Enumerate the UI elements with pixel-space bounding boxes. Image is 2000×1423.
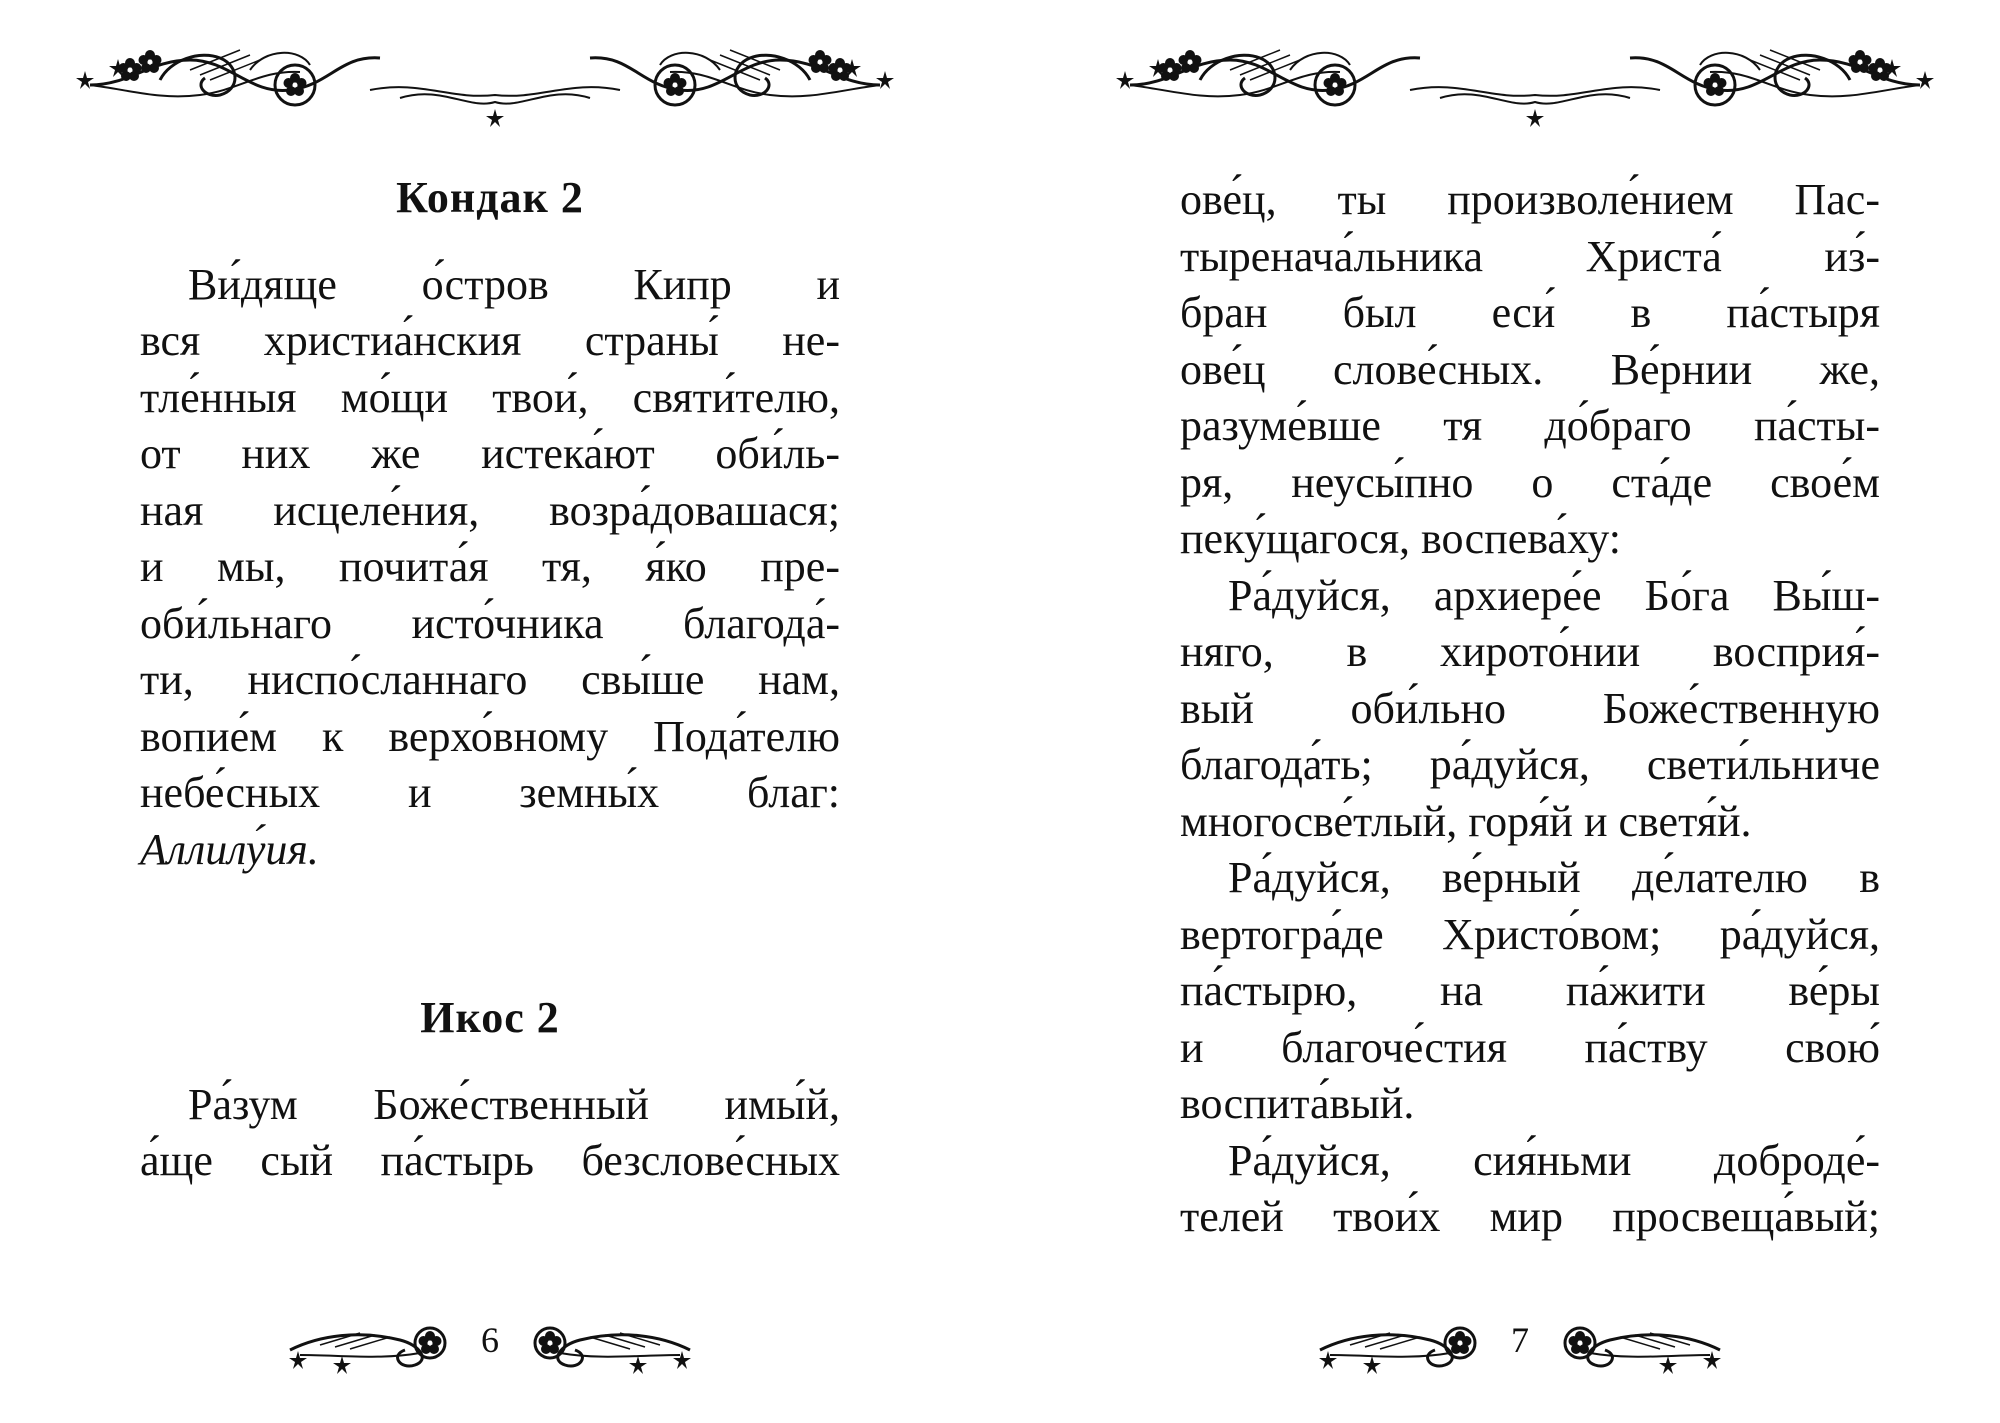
kondak-text — [140, 257, 840, 879]
text-line: Ра́дуйся, ве́рный де́лателю в — [1228, 853, 1880, 902]
ikos-text — [140, 1077, 840, 1190]
text-line: вый оби́льно Боже́ственную — [1180, 683, 1880, 733]
text-line: телей твои́х мир просвеща́вый; — [1180, 1192, 1880, 1241]
text-line: Ра́зум Боже́ственный имы́й, — [188, 1079, 840, 1129]
text-line: многосве́тлый, горя́й и светя́й. — [1180, 796, 1752, 846]
text-line: Ра́дуйся, сия́ньми доброде́- — [1228, 1135, 1880, 1185]
floral-scroll-ornament-icon — [280, 1315, 460, 1375]
text-line: разуме́вше тя до́браго па́сты- — [1180, 401, 1880, 450]
floral-scroll-ornament-icon — [1310, 1315, 1490, 1375]
text-line: благода́ть; ра́дуйся, свети́льниче — [1180, 740, 1880, 789]
kondak-heading: Кондак 2 — [396, 173, 584, 222]
ikos-continuation-text — [1180, 172, 1880, 568]
text-line: Ра́дуйся, архиере́е Бо́га Вы́ш- — [1228, 570, 1880, 620]
rejoice-paragraph-2 — [1180, 850, 1880, 1133]
right-footer — [1310, 1315, 1730, 1375]
floral-scroll-ornament-icon — [520, 1315, 700, 1375]
text-line: от них же истека́ют оби́ль- — [140, 429, 840, 478]
floral-vine-ornament-icon — [70, 40, 920, 130]
text-line: ти, ниспо́сланнаго свы́ше нам, — [140, 655, 840, 704]
text-line: а́ще сый па́стырь безслове́сных — [140, 1136, 840, 1185]
text-line: няго, в хирото́нии восприя́- — [1180, 627, 1880, 676]
text-line: вся христиа́нския страны́ не- — [140, 316, 840, 365]
rejoice-paragraph-3 — [1180, 1133, 1880, 1246]
text-line: вопие́м к верхо́вному Пода́телю — [140, 711, 840, 761]
text-line: ове́ц слове́сных. Ве́рнии же, — [1180, 344, 1880, 394]
page-number: 7 — [1511, 1320, 1529, 1360]
ikos-heading: Икос 2 — [420, 993, 560, 1042]
text-line: тле́нныя мо́щи твои́, святи́телю, — [140, 372, 840, 422]
floral-scroll-ornament-icon — [1550, 1315, 1730, 1375]
left-text-column — [140, 170, 840, 1190]
right-text-column — [1180, 172, 1880, 1246]
text-line: пеку́щагося, воспева́ху: — [1180, 514, 1621, 563]
text-line: и мы, почита́я тя, я́ко пре- — [140, 542, 840, 591]
floral-vine-ornament-icon — [1110, 40, 1960, 130]
text-line: тыренача́льника Христа́ из́- — [1180, 231, 1880, 281]
text-line: ря, неусы́пно о ста́де свое́м — [1180, 457, 1880, 507]
text-line: па́стырю, на па́жити ве́ры — [1180, 966, 1880, 1015]
alleluia-line: Аллилу́ия. — [140, 824, 319, 874]
page-number: 6 — [481, 1320, 499, 1360]
text-line: вертогра́де Христо́вом; ра́дуйся, — [1180, 909, 1880, 959]
text-line: воспита́вый. — [1180, 1079, 1415, 1128]
text-line: небе́сных и земны́х благ: — [140, 768, 840, 817]
right-page — [1040, 0, 2000, 1423]
text-line: бран был еси́ в па́стыря — [1180, 288, 1880, 337]
rejoice-paragraph-1 — [1180, 568, 1880, 851]
left-footer — [280, 1315, 700, 1375]
text-line: Ви́дяще о́стров Кипр и — [188, 259, 840, 309]
text-line: ная исцеле́ния, возра́довашася; — [140, 485, 840, 535]
text-line: ове́ц, ты произволе́нием Пас- — [1180, 175, 1880, 224]
text-line: оби́льнаго исто́чника благода́- — [140, 598, 840, 648]
text-line: и благоче́стия па́ству свою́ — [1180, 1022, 1880, 1072]
